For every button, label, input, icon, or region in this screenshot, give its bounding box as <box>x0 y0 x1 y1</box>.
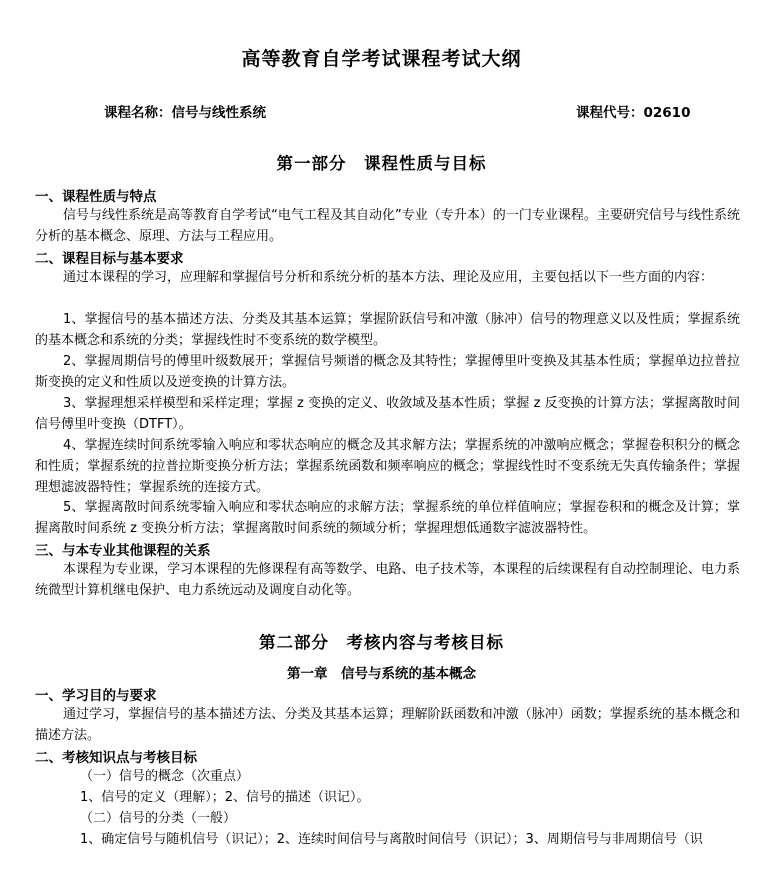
objective-item: 3、掌握理想采样模型和采样定理；掌握 z 变换的定义、收敛域及基本性质；掌握 z 反变换的计算方法；掌握离散时间信号傅里叶变换（DTFT）。 <box>35 396 740 432</box>
part2-sec1-text: 通过学习，掌握信号的基本描述方法、分类及其基本运算；理解阶跃函数和冲激（脉冲）函数；掌握系统的基本概念和描述方法。 <box>35 707 740 743</box>
part2-sec2-heading: 二、考核知识点与考核目标 <box>35 750 197 766</box>
course-code: 课程代号：02610 <box>576 105 691 121</box>
part1-heading: 第一部分 课程性质与目标 <box>276 154 487 173</box>
objective-item: 2、掌握周期信号的傅里叶级数展开；掌握信号频谱的概念及其特性；掌握傅里叶变换及其基本性质；掌握单边拉普拉斯变换的定义和性质以及逆变换的计算方法。 <box>35 354 740 390</box>
part2-sec1-heading: 一、学习目的与要求 <box>35 688 157 704</box>
part2-heading: 第二部分 考核内容与考核目标 <box>259 633 504 652</box>
knowledge-point-line: 1、确定信号与随机信号（识记）；2、连续时间信号与离散时间信号（识记）；3、周期信号与非周期信号（识 <box>80 832 703 847</box>
part1-sec1-heading: 一、课程性质与特点 <box>35 189 157 205</box>
knowledge-point-heading: （二）信号的分类（一般） <box>80 811 237 826</box>
part1-sec3-heading: 三、与本专业其他课程的关系 <box>35 543 211 559</box>
part1-sec1-text: 信号与线性系统是高等教育自学考试“电气工程及其自动化”专业（专升本）的一门专业课程。主要研究信号与线性系统分析的基本概念、原理、方法与工程应用。 <box>35 208 740 244</box>
objective-item: 1、掌握信号的基本描述方法、分类及其基本运算；掌握阶跃信号和冲激（脉冲）信号的物理意义以及性质；掌握系统的基本概念和系统的分类；掌握线性时不变系统的数学模型。 <box>35 312 740 348</box>
part1-sec2-heading: 二、课程目标与基本要求 <box>35 251 184 267</box>
part1-sec3-text: 本课程为专业课，学习本课程的先修课程有高等数学、电路、电子技术等，本课程的后续课程有自动控制理论、电力系统微型计算机继电保护、电力系统远动及调度自动化等。 <box>35 562 740 598</box>
objective-item: 5、掌握离散时间系统零输入响应和零状态响应的求解方法；掌握系统的单位样值响应；掌握卷积和的概念及计算；掌握离散时间系统 z 变换分析方法；掌握离散时间系统的频域分析；掌握理想低通数字滤波器特性。 <box>35 500 740 536</box>
objective-item: 4、掌握连续时间系统零输入响应和零状态响应的概念及其求解方法；掌握系统的冲激响应概念；掌握卷积积分的概念和性质；掌握系统的拉普拉斯变换分析方法；掌握系统函数和频率响应的概念；掌握线性时不变系统无失真传输条件；掌握理想滤波器特性；掌握系统的连接方式。 <box>35 438 740 495</box>
chapter-heading: 第一章 信号与系统的基本概念 <box>287 666 476 682</box>
knowledge-point-heading: （一）信号的概念（次重点） <box>80 769 250 784</box>
part1-sec2-intro: 通过本课程的学习，应理解和掌握信号分析和系统分析的基本方法、理论及应用，主要包括以下一些方面的内容： <box>63 270 714 285</box>
course-name: 课程名称：信号与线性系统 <box>104 105 266 121</box>
knowledge-point-line: 1、信号的定义（理解）；2、信号的描述（识记）。 <box>80 790 370 805</box>
document-title: 高等教育自学考试课程考试大纲 <box>241 48 522 70</box>
